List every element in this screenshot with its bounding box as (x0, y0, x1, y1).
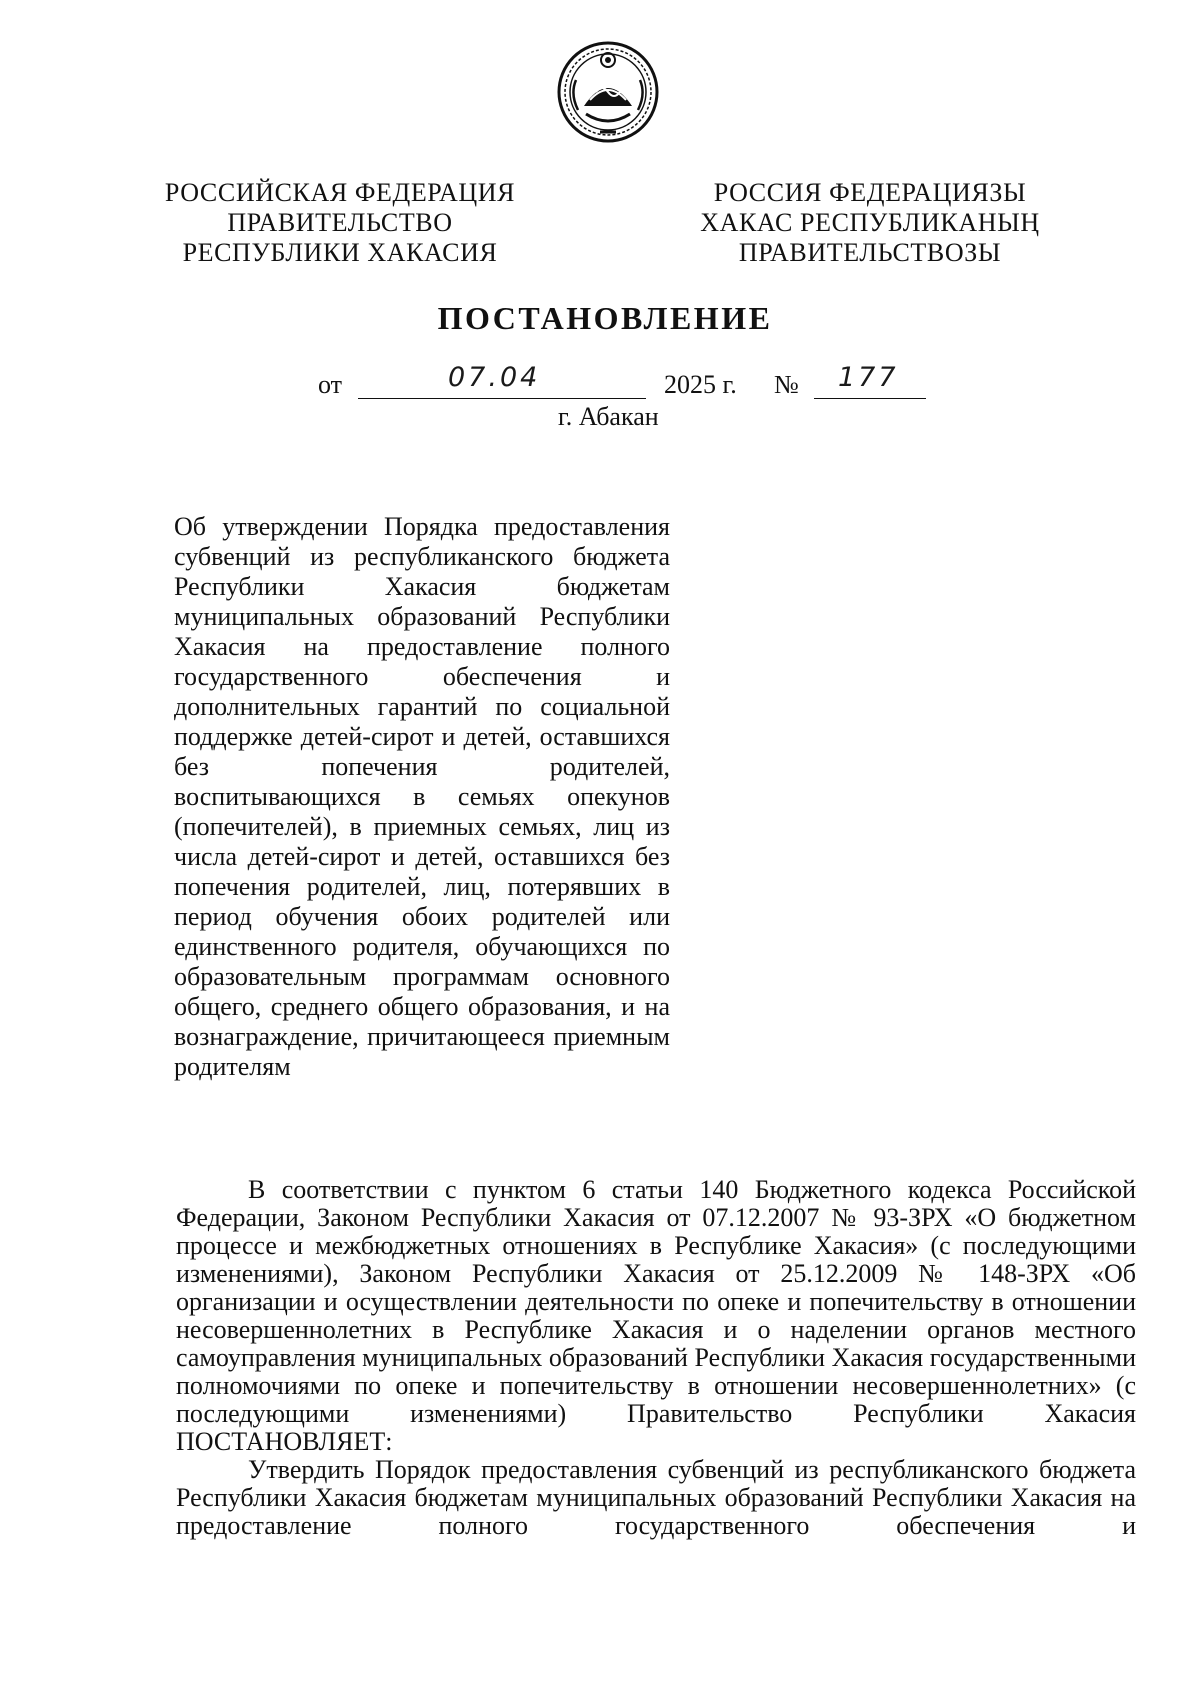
document-type-title: ПОСТАНОВЛЕНИЕ (437, 300, 773, 336)
header-left-line-3: РЕСПУБЛИКИ ХАКАСИЯ (182, 238, 498, 267)
header-left-line-1: РОССИЙСКАЯ ФЕДЕРАЦИЯ (164, 178, 516, 207)
handwritten-date: 07.04 (448, 362, 541, 393)
header-right-line-2: ХАКАС РЕСПУБЛИКАНЫҢ (700, 208, 1040, 237)
handwritten-number: 177 (838, 362, 899, 393)
header-right-line-1: РОССИЯ ФЕДЕРАЦИЯЗЫ (713, 178, 1027, 207)
number-label: № (774, 370, 799, 399)
year-label: 2025 г. (664, 370, 737, 399)
body-paragraph-1: В соответствии с пунктом 6 статьи 140 Бюджетного кодекса Российской Федерации, Законом Республики Хакасия от 07.12.2007 № 93-ЗРХ «О бюджетном процессе и межбюджетных отношениях в Республике Хакасия» (с последующими изменениями), Законом Республики Хакасия от 25.12.2009 № 148-ЗРХ «Об организации и осуществлении деятельности по опеке и попечительству в отношении несовершеннолетних в Республике Хакасия и о наделении органов местного самоуправления муниципальных образований Республики Хакасия государственными полномочиями по опеке и попечительству в отношении несовершеннолетних» (с последующими изменениями) Правительство Республики Хакасия ПОСТАНОВЛЯЕТ: (176, 1175, 1136, 1456)
khakassia-coat-of-arms-icon (556, 40, 660, 144)
city-label: г. Абакан (558, 402, 659, 431)
header-right-line-3: ПРАВИТЕЛЬСТВОЗЫ (738, 238, 1002, 267)
from-label: от (318, 370, 343, 399)
date-number-line (318, 362, 928, 404)
header-left-line-2: ПРАВИТЕЛЬСТВО (227, 208, 453, 237)
document-subject-title: Об утверждении Порядка предоставления субвенций из республиканского бюджета Республики Хакасия бюджетам муниципальных образований Республики Хакасия на предоставление полного государственного обеспечения и дополнительных гарантий по социальной поддержке детей-сирот и детей, оставшихся без попечения родителей, воспитывающихся в семьях опекунов (попечителей), в приемных семьях, лиц из числа детей-сирот и детей, оставшихся без попечения родителей, лиц, потерявших в период обучения обоих родителей или единственного родителя, обучающихся по образовательным программам основного общего, среднего общего образования, и на вознаграждение, причитающееся приемным родителям (174, 512, 670, 1081)
body-paragraph-2: Утвердить Порядок предоставления субвенций из республиканского бюджета Республики Хакасия бюджетам муниципальных образований Республики Хакасия на предоставление полного государственного обеспечения и (176, 1455, 1136, 1540)
document-body (176, 1176, 1136, 1540)
header-left-ru (160, 178, 520, 268)
coat-of-arms-emblem (556, 40, 660, 144)
header-right-kjh (690, 178, 1050, 268)
